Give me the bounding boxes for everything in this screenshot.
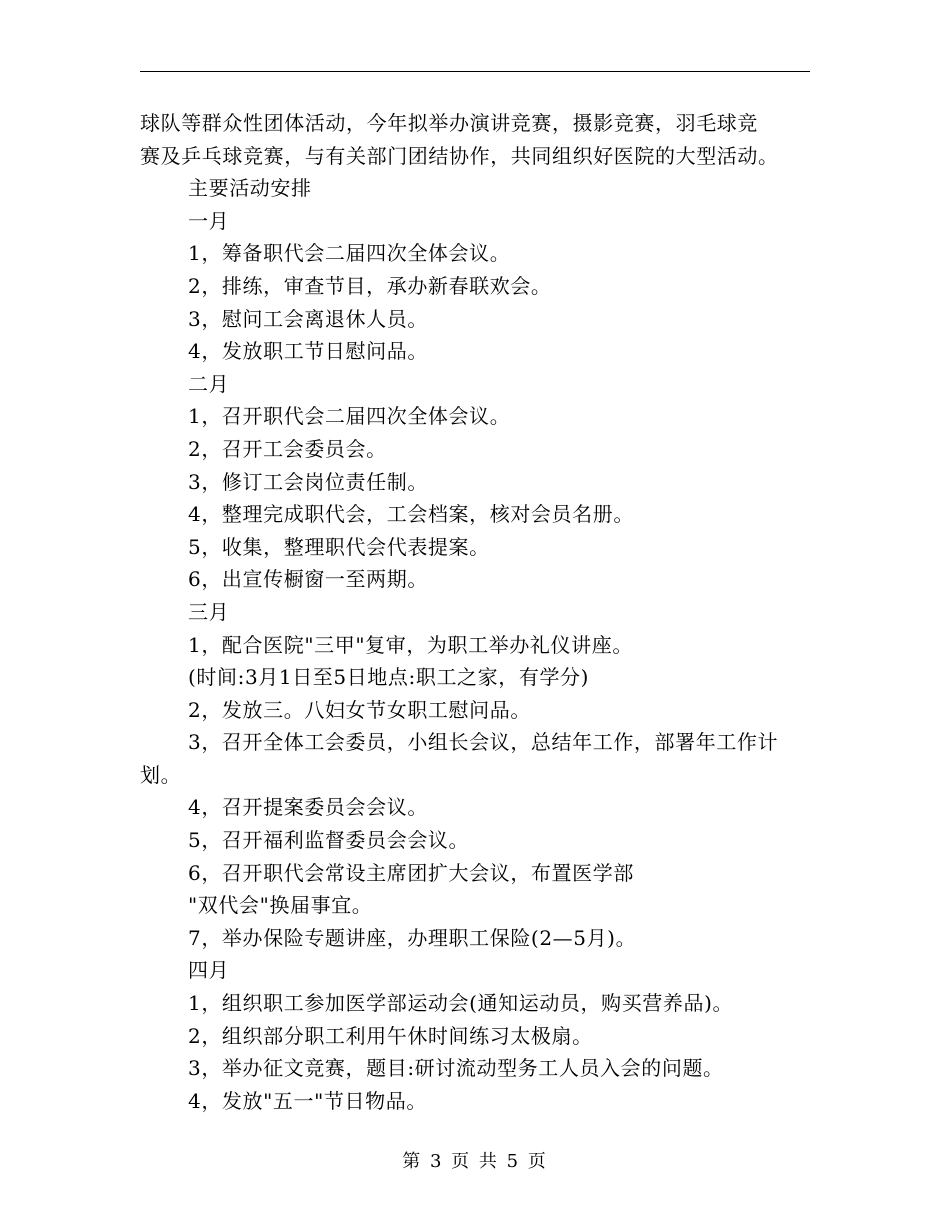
text-line: 7，举办保险专题讲座，办理职工保险(2—5月)。 [188, 925, 637, 950]
text-line: 3，召开全体工会委员，小组长会议，总结年工作，部署年工作计 [188, 730, 779, 755]
text-line: 1，筹备职代会二届四次全体会议。 [188, 241, 511, 266]
text-line: "双代会"换届事宜。 [188, 893, 373, 918]
text-line: 二月 [188, 371, 230, 396]
text-line: 4，发放职工节日慰问品。 [188, 339, 428, 364]
text-line: 主要活动安排 [188, 176, 312, 201]
text-line: 6，召开职代会常设主席团扩大会议，布置医学部 [188, 860, 634, 885]
header-rule [140, 71, 810, 72]
text-line: 一月 [188, 208, 230, 233]
text-line: 三月 [188, 599, 230, 624]
text-line: 3，举办征文竞赛，题目:研讨流动型务工人员入会的问题。 [188, 1056, 724, 1081]
text-line: 1，召开职代会二届四次全体会议。 [188, 404, 511, 429]
text-line: 3，修订工会岗位责任制。 [188, 469, 428, 494]
text-line: 3，慰问工会离退休人员。 [188, 306, 428, 331]
text-line: 4，整理完成职代会，工会档案，核对会员名册。 [188, 502, 634, 527]
text-line: 6，出宣传橱窗一至两期。 [188, 567, 428, 592]
text-line: 四月 [188, 958, 230, 983]
text-line: 球队等群众性团体活动，今年拟举办演讲竞赛，摄影竞赛，羽毛球竞 [140, 111, 758, 135]
text-line: 2，发放三。八妇女节女职工慰问品。 [188, 697, 531, 722]
page-number: 第 3 页 共 5 页 [402, 1151, 548, 1172]
text-line: 5，收集，整理职代会代表提案。 [188, 534, 490, 559]
text-line: 1，配合医院"三甲"复审，为职工举办礼仪讲座。 [188, 632, 633, 657]
text-line: 1，组织职工参加医学部运动会(通知运动员，购买营养品)。 [188, 991, 734, 1016]
text-line: 2，召开工会委员会。 [188, 436, 387, 461]
text-line: 划。 [140, 762, 182, 787]
text-line: (时间:3月1日至5日地点:职工之家，有学分) [188, 665, 590, 690]
text-line: 4，召开提案委员会会议。 [188, 795, 428, 820]
text-line: 4，发放"五一"节日物品。 [188, 1088, 427, 1113]
text-line: 2，排练，审查节目，承办新春联欢会。 [188, 273, 552, 298]
text-line: 5，召开福利监督委员会会议。 [188, 828, 470, 853]
document-body [140, 107, 810, 1117]
text-line: 赛及乒乓球竞赛，与有关部门团结协作，共同组织好医院的大型活动。 [140, 143, 779, 168]
text-line: 2，组织部分职工利用午休时间练习太极扇。 [188, 1023, 593, 1048]
